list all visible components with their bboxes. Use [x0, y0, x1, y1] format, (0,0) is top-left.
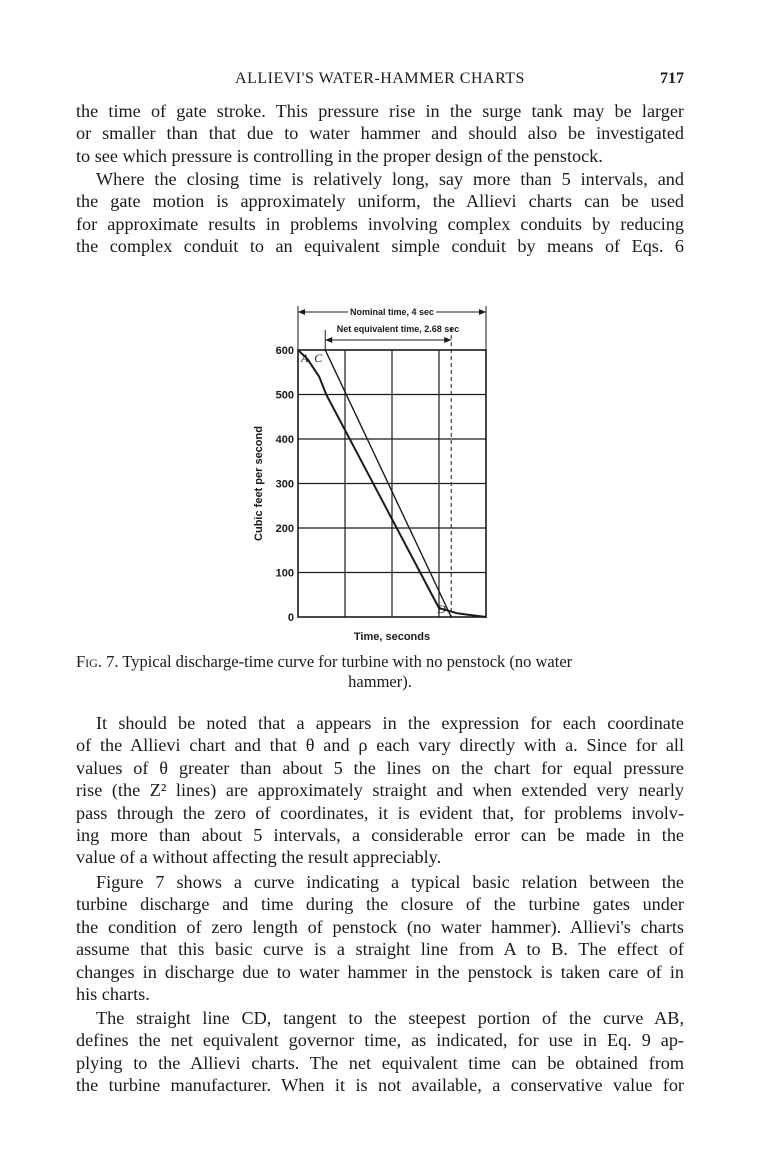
chart-grid	[298, 328, 486, 617]
y-tick-label: 200	[275, 523, 294, 535]
text-line: pass through the zero of coordinates, it is evident that, for problems involv-	[76, 802, 684, 823]
y-tick-label: 600	[275, 345, 294, 357]
figure-label: Fig. 7.	[76, 652, 119, 671]
paragraph-closing-time	[76, 168, 684, 258]
text-line: for approximate results in problems involving complex conduits by reducing	[76, 213, 684, 234]
arrowhead	[444, 337, 451, 343]
text-line: or smaller than that due to water hammer and should also be investigated	[76, 123, 684, 144]
paragraph-figure-7	[76, 871, 684, 1005]
text-line: rise (the Z² lines) are approximately straight and when extended very nearly	[76, 780, 684, 801]
text-line: the time of gate stroke. This pressure rise in the surge tank may be larger	[76, 101, 684, 121]
y-tick-labels	[253, 345, 430, 643]
y-tick-label: 300	[275, 478, 294, 491]
caption-text: hammer).	[348, 672, 412, 691]
text-line: ing more than about 5 intervals, a considerable error can be made in the	[76, 825, 684, 846]
x-axis-label: Time, seconds	[353, 631, 431, 643]
point-c-label: C	[314, 351, 323, 365]
text-line: Where the closing time is relatively long, say more than 5 intervals, and	[96, 169, 684, 189]
text-line: assume that this basic curve is a straight line from A to B. The effect of	[76, 939, 684, 960]
text-line: turbine discharge and time during the closure of the turbine gates under	[76, 894, 684, 915]
text-line: of the Allievi chart and that θ and ρ each vary directly with a. Since for all	[76, 735, 684, 756]
paragraph-line-cd	[76, 1007, 684, 1097]
text-line: his charts.	[76, 984, 150, 1005]
text-line: Figure 7 shows a curve indicating a typical basic relation between the	[96, 872, 684, 892]
text-line: It should be noted that a appears in the expression for each coordinate	[96, 713, 684, 733]
figure-7	[240, 284, 510, 659]
text-line: defines the net equivalent governor time, as indicated, for use in Eq. 9 ap-	[76, 1030, 684, 1051]
y-tick-label: 0	[287, 612, 294, 624]
text-line: value of a without affecting the result appreciably.	[76, 847, 442, 868]
caption-text: Typical discharge-time curve for turbine with no penstock (no water	[122, 652, 573, 671]
nominal-time-label: Nominal time, 4 sec	[349, 307, 435, 317]
text-line: the complex conduit to an equivalent simple conduit by means of Eqs. 6	[76, 236, 684, 257]
running-header	[76, 70, 684, 94]
y-axis-label: Cubic feet per second	[253, 426, 265, 541]
discharge-time-chart	[240, 284, 510, 659]
text-line: the condition of zero length of penstock (no water hammer). Allievi's charts	[76, 916, 684, 937]
y-tick-label: 500	[275, 389, 294, 402]
point-d-label: D	[437, 602, 446, 616]
paragraph-gate-stroke	[76, 100, 684, 167]
text-line: The straight line CD, tangent to the steepest portion of the curve AB,	[96, 1008, 684, 1028]
text-line: changes in discharge due to water hammer in the penstock is taken care of in	[76, 961, 684, 982]
y-tick-label: 400	[275, 434, 294, 446]
arrowhead	[298, 309, 305, 315]
running-title: ALLIEVI'S WATER-HAMMER CHARTS	[235, 70, 525, 87]
arrowhead	[479, 309, 486, 315]
text-line: to see which pressure is controlling in the proper design of the penstock.	[76, 145, 603, 166]
text-line: plying to the Allievi charts. The net equivalent time can be obtained from	[76, 1052, 684, 1073]
text-line: values of θ greater than about 5 the lines on the chart for equal pressure	[76, 757, 684, 778]
paragraph-coordinate-note	[76, 712, 684, 869]
net-equivalent-time-label: Net equivalent time, 2.68 sec	[336, 324, 460, 334]
text-line: the turbine manufacturer. When it is not available, a conservative value for	[76, 1075, 684, 1096]
figure-caption	[76, 652, 684, 692]
text-line: the gate motion is approximately uniform, the Allievi charts can be used	[76, 191, 684, 212]
arrowhead	[325, 337, 332, 343]
y-tick-label: 100	[275, 567, 294, 580]
point-a-label: A	[301, 351, 309, 365]
page-number: 717	[660, 70, 684, 87]
